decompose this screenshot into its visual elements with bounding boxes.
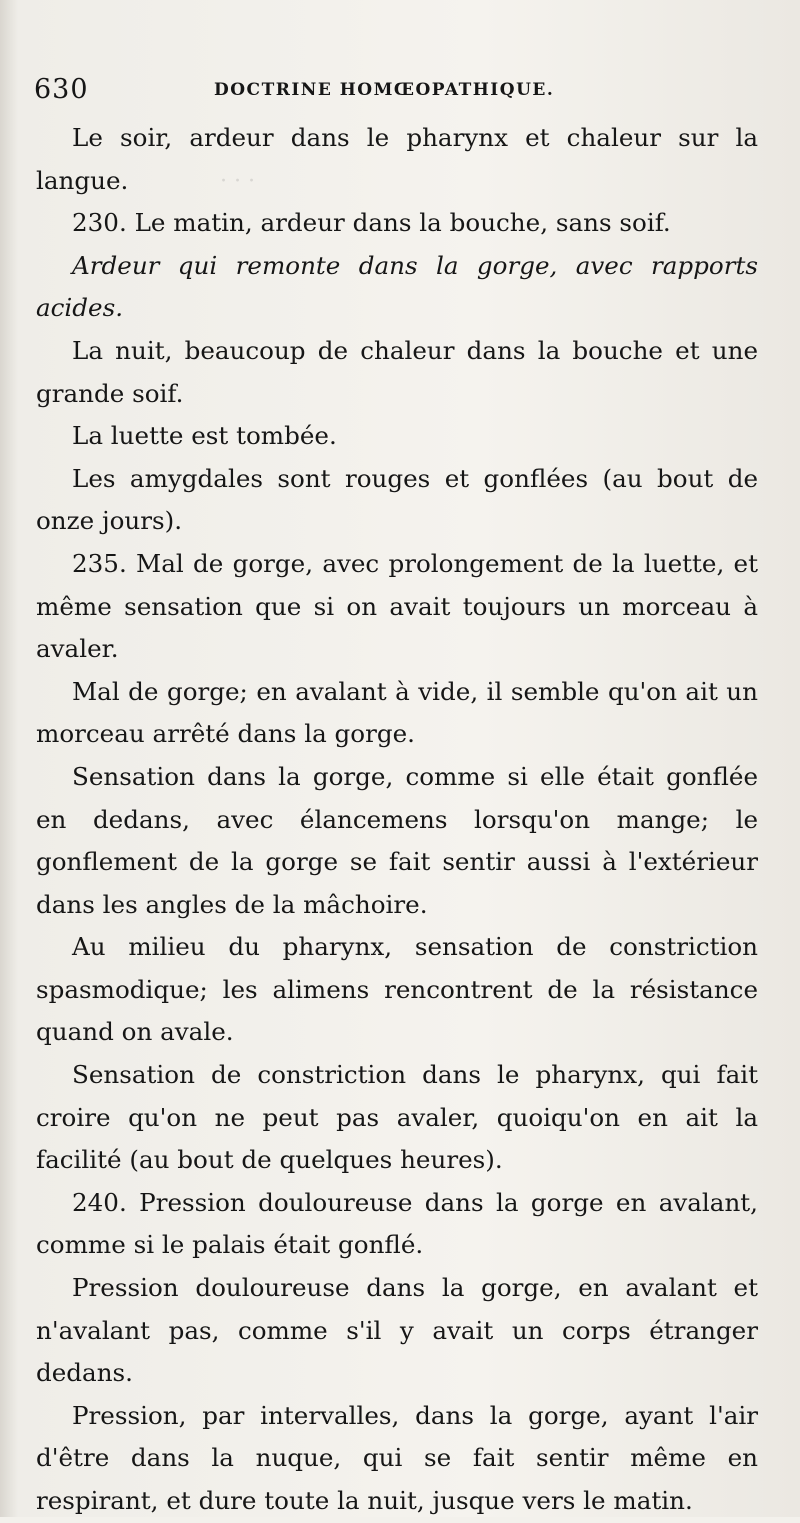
- paragraph: La nuit, beaucoup de chaleur dans la bouche et une grande soif.: [36, 335, 758, 408]
- paragraph: Mal de gorge; en avalant à vide, il semble qu'on ait un morceau arrêté dans la gorge.: [36, 676, 758, 749]
- paragraph: Sensation dans la gorge, comme si elle était gonflée en dedans, avec élancemens lorsqu'on mange; le gonflement de la gorge se fait sentir aussi à l'extérieur dans les angles de la mâchoire.: [36, 761, 758, 919]
- paragraph: Pression, par intervalles, dans la gorge, ayant l'air d'être dans la nuque, qui se fait sentir même en respirant, et dure toute la nuit, jusque vers le matin.: [36, 1400, 758, 1515]
- paragraph: La luette est tombée.: [72, 421, 337, 451]
- paragraph: 235. Mal de gorge, avec prolongement de la luette, et même sensation que si on avait toujours un morceau à avaler.: [36, 548, 758, 664]
- paragraph: Le soir, ardeur dans le pharynx et chaleur sur la langue.: [36, 123, 758, 195]
- paragraph: Pression douloureuse dans la gorge, en avalant et n'avalant pas, comme s'il y avait un corps étranger dedans.: [36, 1273, 758, 1388]
- page-body: [36, 117, 758, 1523]
- page-number: 630: [34, 74, 89, 105]
- show-through-decoration: · · ·: [220, 169, 255, 194]
- paragraph: 240. Pression douloureuse dans la gorge en avalant, comme si le palais était gonflé.: [36, 1187, 758, 1260]
- paragraph: Au milieu du pharynx, sensation de constriction spasmodique; les alimens rencontrent de la résistance quand on avale.: [36, 932, 758, 1047]
- paragraph: 230. Le matin, ardeur dans la bouche, sans soif.: [72, 208, 671, 238]
- paragraph: Les amygdales sont rouges et gonflées (au bout de onze jours).: [36, 463, 758, 536]
- running-title: DOCTRINE HOMŒOPATHIQUE.: [214, 80, 555, 100]
- paragraph: Sensation de constriction dans le pharynx, qui fait croire qu'on ne peut pas avaler, quoiqu'on en ait la facilité (au bout de quelques heures).: [36, 1060, 758, 1175]
- paragraph: Ardeur qui remonte dans la gorge, avec rapports acides.: [36, 250, 758, 323]
- page-header: [34, 74, 774, 114]
